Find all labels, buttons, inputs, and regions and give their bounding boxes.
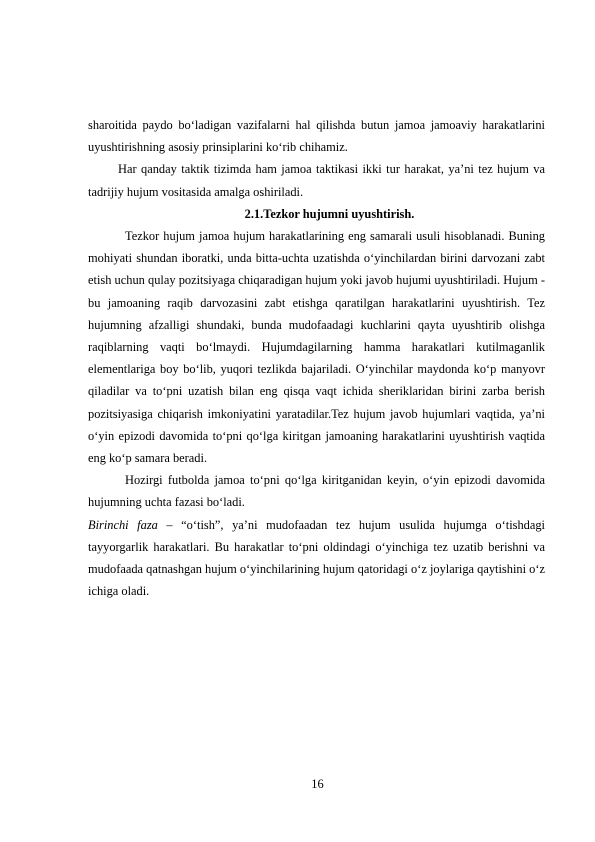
document-page bbox=[88, 114, 545, 602]
paragraph-first-phase bbox=[88, 514, 545, 603]
paragraph-continuation: sharoitida paydo bo‘ladigan vazifalarni hal qilishda butun jamoa jamoaviy harakatlarini uyushtirishning asosiy prinsiplarini ko‘rib chihamiz. bbox=[88, 118, 545, 155]
page-number: 16 bbox=[311, 777, 324, 791]
first-phase-label: Birinchi faza bbox=[88, 517, 158, 532]
section-heading: 2.1.Tezkor hujumni uyushtirish. bbox=[244, 206, 415, 221]
paragraph-tactics: Har qanday taktik tizimda ham jamoa taktikasi ikki tur harakat, ya’ni tez hujum va tadrijiy hujum vositasida amalga oshiriladi. bbox=[88, 162, 545, 199]
paragraph-fast-attack: Tezkor hujum jamoa hujum harakatlarining eng samarali usuli hisoblanadi. Buning mohiyati shundan iboratki, unda bitta-uchta uzatishda o‘yinchilardan birini darvozani zabt etish uchun qulay pozitsiyaga chiqaradigan hujum yoki javob hujumi uyushtiriladi. Hujum - bu jamoaning raqib darvozasini zabt etishga qaratilgan harakatlarini uyushtirish. Tez hujumning afzalligi shundaki, bunda mudofaadagi kuchlarini qayta uyushtirib olishga raqiblarning vaqti bo‘lmaydi. Hujumdagilarning hamma harakatlari kutilmaganlik elementlariga boy bo‘lib, yuqori tezlikda bajariladi. O‘yinchilar maydonda ko‘p manyovr qiladilar va to‘pni uzatish bilan eng qisqa vaqt ichida sheriklaridan birini zarba berish pozitsiyasiga chiqarish imkoniyatini yaratadilar.Tez hujum javob hujumlari vaqtida, ya’ni o‘yin epizodi davomida to‘pni qo‘lga kiritgan jamoaning harakatlarini uyushtirish vaqtida eng ko‘p samara beradi. bbox=[88, 229, 545, 466]
paragraph-attack-phases: Hozirgi futbolda jamoa to‘pni qo‘lga kiritganidan keyin, o‘yin epizodi davomida hujumning uchta fazasi bo‘ladi. bbox=[88, 473, 545, 510]
first-phase-text: – “o‘tish”, ya’ni mudofaadan tez hujum usulida hujumga o‘tishdagi tayyorgarlik harakatlari. Bu harakatlar to‘pni oldindagi o‘yinchiga tez uzatib berishni va mudofaada qatnashgan hujum o‘yinchilarining hujum qatoridagi o‘z joylariga qaytishini o‘z ichiga oladi. bbox=[88, 517, 545, 599]
